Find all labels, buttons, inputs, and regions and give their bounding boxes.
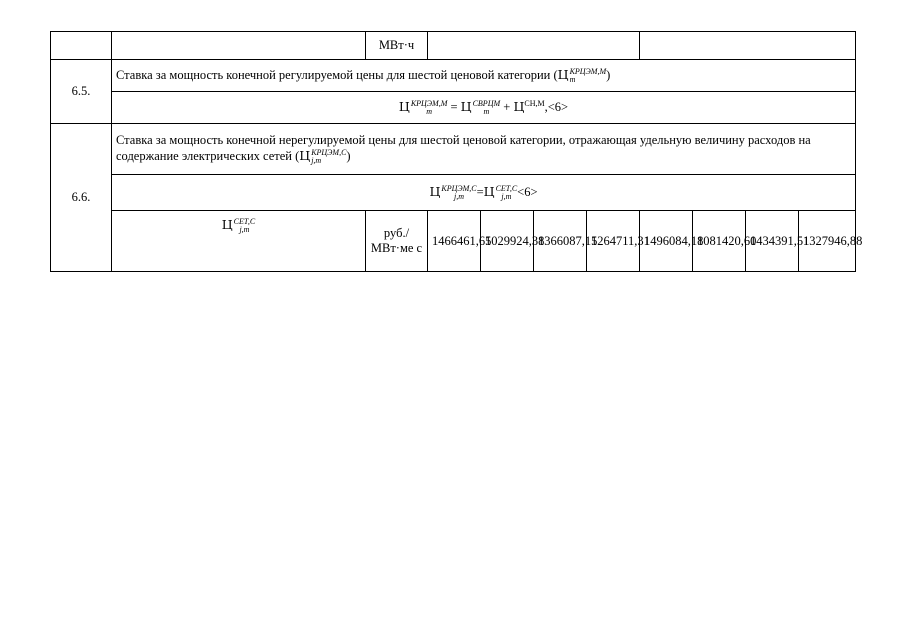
formula-cell: Ц КРЦЭМ,М m = Ц СВРЦМ m + $Ц^{СН,М},<6>$ bbox=[112, 92, 856, 124]
header-num-cell bbox=[51, 32, 112, 60]
row-number: 6.5. bbox=[51, 60, 112, 124]
header-label-cell bbox=[112, 32, 366, 60]
header-row bbox=[51, 32, 856, 60]
value-cell: 1496084,18 bbox=[640, 211, 693, 272]
value-cell: 1029924,38 bbox=[481, 211, 534, 272]
row-6-6-values bbox=[51, 211, 856, 272]
value-cell: 1466461,65 bbox=[428, 211, 481, 272]
value-cell: 1264711,31 bbox=[587, 211, 640, 272]
value-cell: 1434391,51 bbox=[746, 211, 799, 272]
value-cell: 1366087,15 bbox=[534, 211, 587, 272]
row-description: Ставка за мощность конечной нерегулируемой цены для шестой ценовой категории, отражающая удельную величину расходов на содержание электрических сетей (Ц КРЦЭМ,С j,m ) bbox=[112, 124, 856, 175]
formula-cell: Ц КРЦЭМ,С j,m =Ц СЕТ,С j,m <6> bbox=[112, 175, 856, 211]
header-unit-cell: МВт·ч bbox=[366, 32, 428, 60]
row-6-5-title bbox=[51, 60, 856, 92]
unit-cell: руб./ МВт·ме с bbox=[366, 211, 428, 272]
value-cell: 1081420,60 bbox=[693, 211, 746, 272]
header-values-cell-2 bbox=[640, 32, 856, 60]
value-cell: 1327946,88 bbox=[799, 211, 856, 272]
row-number: 6.6. bbox=[51, 124, 112, 272]
row-6-5-formula bbox=[51, 92, 856, 124]
symbol-cell: Ц СЕТ,С j,m bbox=[112, 211, 366, 272]
row-6-6-title bbox=[51, 124, 856, 175]
tariff-table bbox=[50, 31, 863, 272]
row-description: Ставка за мощность конечной регулируемой цены для шестой ценовой категории (Ц КРЦЭМ,М m ) bbox=[112, 60, 856, 92]
header-values-cell-1 bbox=[428, 32, 640, 60]
row-6-6-formula bbox=[51, 175, 856, 211]
